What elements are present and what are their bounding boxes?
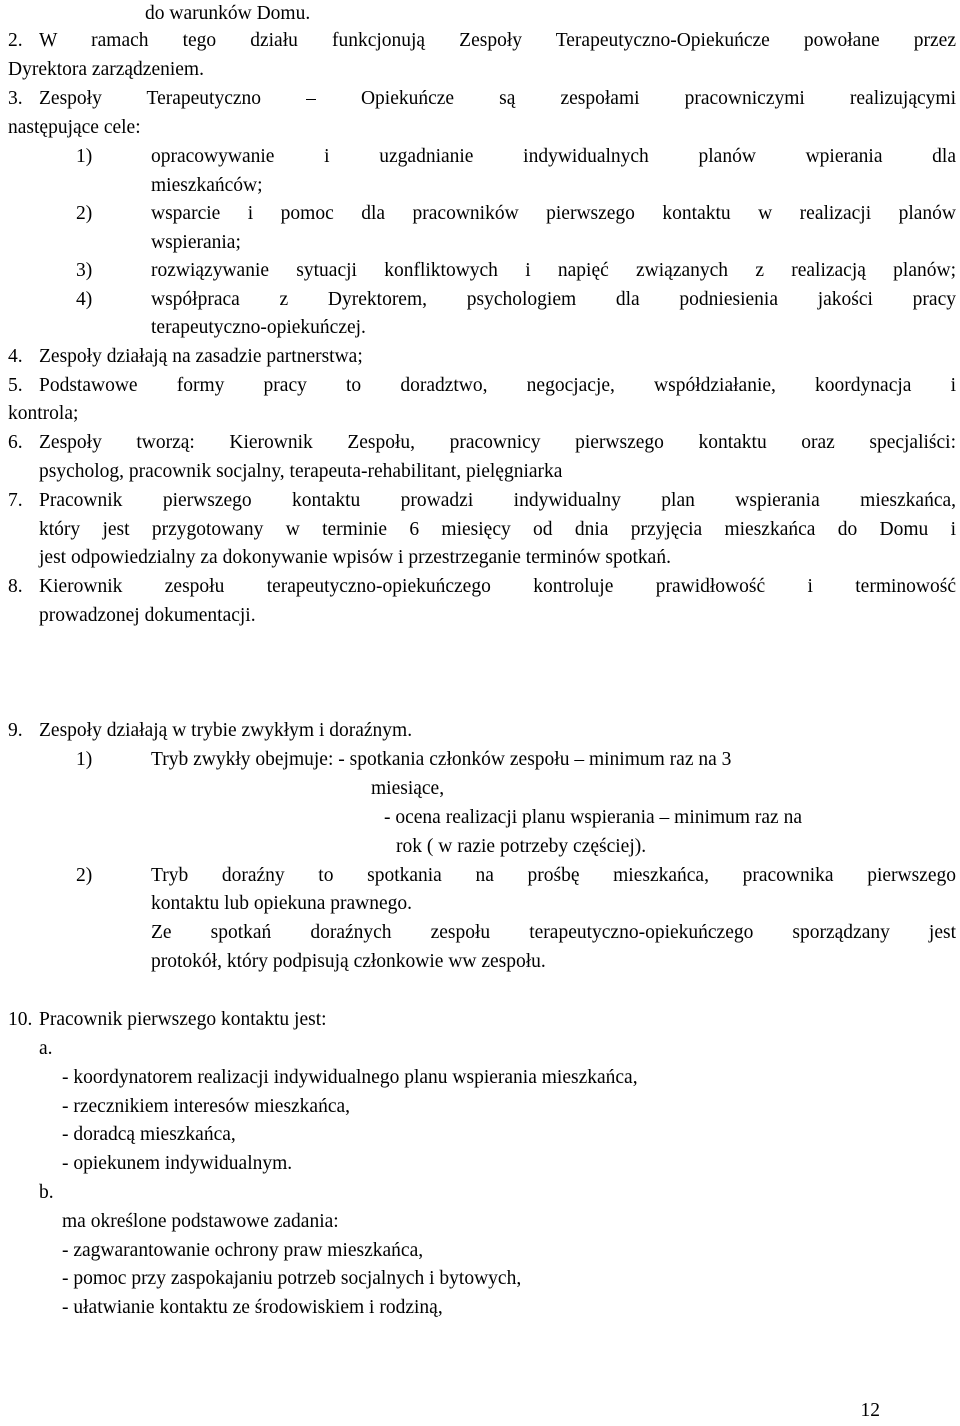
item-2-line-1: W ramach tego działu funkcjonują Zespoły Terapeutyczno-Opiekuńcze powołane przez xyxy=(39,30,956,51)
item-10-b-item-2: - pomoc przy zaspokajaniu potrzeb socjalnych i bytowych, xyxy=(62,1268,522,1289)
item-10-a-item-3: - doradcą mieszkańca, xyxy=(62,1124,236,1145)
sub-3-2-line-1: wsparcie i pomoc dla pracowników pierwszego kontaktu w realizacji planów xyxy=(151,203,956,224)
item-10-a-item-2: - rzecznikiem interesów mieszkańca, xyxy=(62,1096,351,1117)
item-5-line-1: Podstawowe formy pracy to doradztwo, negocjacje, współdziałanie, koordynacja i xyxy=(39,375,956,396)
item-number-8: 8. xyxy=(8,576,23,597)
item-number-7: 7. xyxy=(8,490,23,511)
item-5-line-2: kontrola; xyxy=(8,403,79,424)
item-10-line-1: Pracownik pierwszego kontaktu jest: xyxy=(39,1009,327,1030)
sub-3-1-line-1: opracowywanie i uzgadnianie indywidualnych planów wpierania dla xyxy=(151,146,956,167)
sub-9-1-line-4: rok ( w razie potrzeby częściej). xyxy=(396,836,647,857)
sub-3-4-line-1: współpraca z Dyrektorem, psychologiem dla podniesienia jakości pracy xyxy=(151,289,956,310)
sub-9-2-line-3: Ze spotkań doraźnych zespołu terapeutyczno-opiekuńczego sporządzany jest xyxy=(151,922,956,943)
item-4-line-1: Zespoły działają na zasadzie partnerstwa; xyxy=(39,346,363,367)
sub-9-2-line-4: protokół, który podpisują członkowie ww zespołu. xyxy=(151,951,546,972)
item-number-6: 6. xyxy=(8,432,23,453)
item-8-line-1: Kierownik zespołu terapeutyczno-opiekuńczego kontroluje prawidłowość i terminowość xyxy=(39,576,956,597)
item-7-line-2: który jest przygotowany w terminie 6 miesięcy od dnia przyjęcia mieszkańca do Domu i xyxy=(39,519,956,540)
sub-9-1-line-3: - ocena realizacji planu wspierania – minimum raz na xyxy=(384,807,802,828)
item-9-line-1: Zespoły działają w trybie zwykłym i doraźnym. xyxy=(39,720,413,741)
item-7-line-1: Pracownik pierwszego kontaktu prowadzi indywidualny plan wspierania mieszkańca, xyxy=(39,490,956,511)
item-10-a-item-4: - opiekunem indywidualnym. xyxy=(62,1153,293,1174)
sub-9-1-line-1: Tryb zwykły obejmuje: - spotkania członków zespołu – minimum raz na 3 xyxy=(151,749,732,770)
item-7-line-3: jest odpowiedzialny za dokonywanie wpisów i przestrzeganie terminów spotkań. xyxy=(39,547,671,568)
item-number-9: 9. xyxy=(8,720,23,741)
item-10-a-item-1: - koordynatorem realizacji indywidualnego planu wspierania mieszkańca, xyxy=(62,1067,638,1088)
item-6-line-2: psycholog, pracownik socjalny, terapeuta-rehabilitant, pielęgniarka xyxy=(39,461,563,482)
sub-9-2-line-1: Tryb doraźny to spotkania na prośbę mieszkańca, pracownika pierwszego xyxy=(151,865,956,886)
item-10-b-item-3: - ułatwianie kontaktu ze środowiskiem i rodziną, xyxy=(62,1297,443,1318)
item-number-10: 10. xyxy=(8,1009,33,1030)
item-3-line-1: Zespoły Terapeutyczno – Opiekuńcze są zespołami pracowniczymi realizującymi xyxy=(39,88,956,109)
sub-number-9-2: 2) xyxy=(76,865,93,886)
item-6-line-1: Zespoły tworzą: Kierownik Zespołu, pracownicy pierwszego kontaktu oraz specjaliści: xyxy=(39,432,956,453)
item-10-b-intro: ma określone podstawowe zadania: xyxy=(62,1211,339,1232)
sub-9-2-line-2: kontaktu lub opiekuna prawnego. xyxy=(151,893,413,914)
sub-number-3-2: 2) xyxy=(76,203,93,224)
item-10-b-label: b. xyxy=(39,1182,54,1203)
item-number-2: 2. xyxy=(8,30,23,51)
item-10-a-label: a. xyxy=(39,1038,53,1059)
item-number-5: 5. xyxy=(8,375,23,396)
sub-3-4-line-2: terapeutyczno-opiekuńczej. xyxy=(151,317,366,338)
sub-3-1-line-2: mieszkańców; xyxy=(151,175,263,196)
sub-number-9-1: 1) xyxy=(76,749,93,770)
sub-number-3-1: 1) xyxy=(76,146,93,167)
sub-3-3-line-1: rozwiązywanie sytuacji konfliktowych i napięć związanych z realizacją planów; xyxy=(151,260,956,281)
item-10-b-item-1: - zagwarantowanie ochrony praw mieszkańca, xyxy=(62,1240,424,1261)
item-2-line-2: Dyrektora zarządzeniem. xyxy=(8,59,204,80)
page-number: 12 xyxy=(860,1400,880,1421)
item-number-3: 3. xyxy=(8,88,23,109)
sub-number-3-3: 3) xyxy=(76,260,93,281)
sub-number-3-4: 4) xyxy=(76,289,93,310)
item-3-line-2: następujące cele: xyxy=(8,117,141,138)
item-number-4: 4. xyxy=(8,346,23,367)
sub-9-1-line-2: miesiące, xyxy=(371,778,445,799)
item-8-line-2: prowadzonej dokumentacji. xyxy=(39,605,256,626)
continuation-line: do warunków Domu. xyxy=(145,3,311,24)
sub-3-2-line-2: wspierania; xyxy=(151,232,241,253)
